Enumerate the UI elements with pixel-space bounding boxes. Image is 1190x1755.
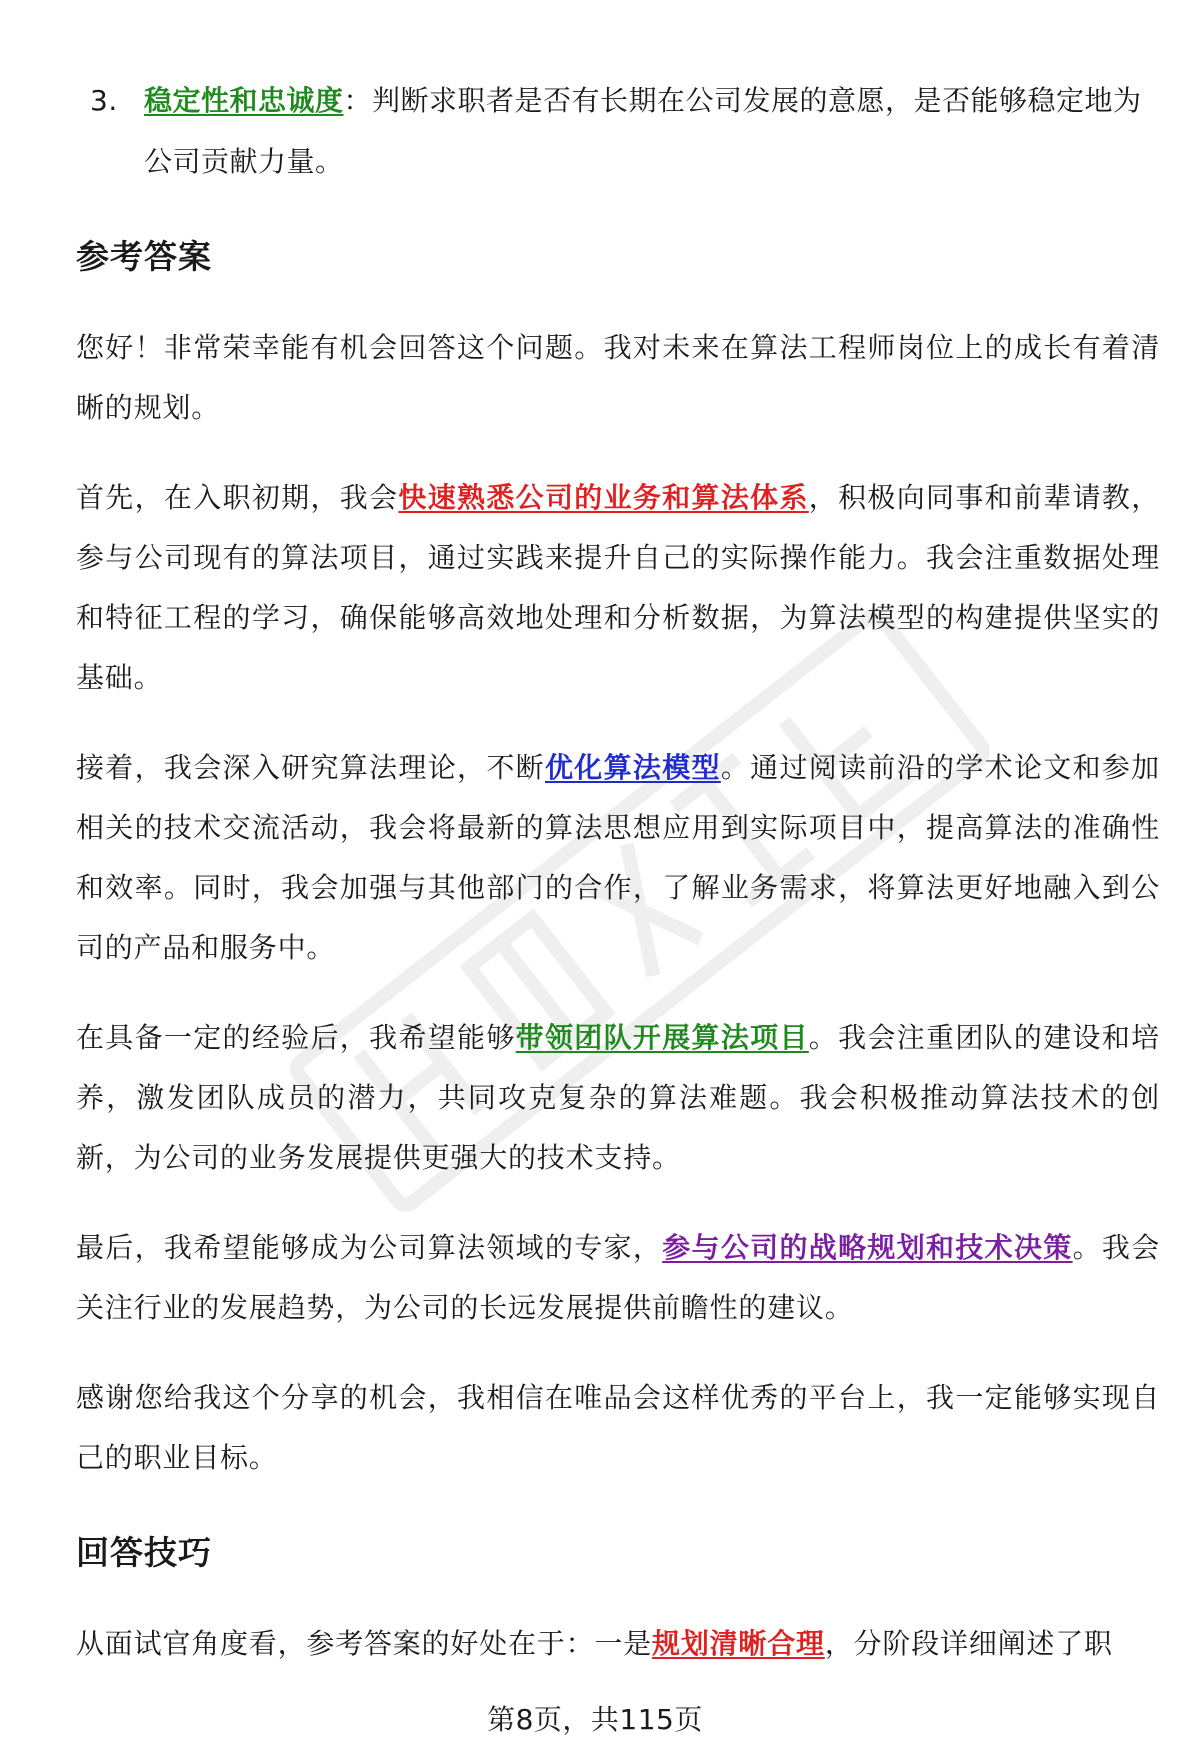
p3-pre: 接着，我会深入研究算法理论，不断 [76,751,545,784]
list-item-3 [76,70,1160,192]
paragraph-third-stage [76,1008,1160,1188]
section-heading-tips: 回答技巧 [76,1533,212,1572]
p5-pre: 最后，我希望能够成为公司算法领域的专家， [76,1231,663,1264]
list-term-highlight: 稳定性和忠诚度 [144,84,344,117]
p2-post: ，积极向同事和前辈请教，参与公司现有的算法项目，通过实践来提升自己的实际操作能力。我会注重数据处理和特征工程的学习，确保能够高效地处理和分析数据，为算法模型的构建提供坚实的基础。 [76,481,1160,694]
list-number: 3. [90,84,118,117]
list-body [144,70,1160,192]
section-heading-answer: 参考答案 [76,237,212,276]
paragraph-tips [76,1614,1160,1674]
p5-post: 。我会关注行业的发展趋势，为公司的长远发展提供前瞻性的建议。 [76,1231,1160,1324]
p3-post: 。通过阅读前沿的学术论文和参加相关的技术交流活动，我会将最新的算法思想应用到实际项目中，提高算法的准确性和效率。同时，我会加强与其他部门的合作，了解业务需求，将算法更好地融入到公司的产品和服务中。 [76,751,1160,964]
paragraph-greeting: 您好！非常荣幸能有机会回答这个问题。我对未来在算法工程师岗位上的成长有着清晰的规划。 [76,331,1160,424]
paragraph-second-stage [76,738,1160,978]
paragraph-thanks: 感谢您给我这个分享的机会，我相信在唯品会这样优秀的平台上，我一定能够实现自己的职业目标。 [76,1381,1160,1474]
tips-post: ，分阶段详细阐述了职 [824,1627,1113,1660]
tips-pre: 从面试官角度看，参考答案的好处在于：一是 [76,1627,653,1660]
paragraph-first-stage [76,468,1160,708]
document-page [76,70,1160,1704]
p3-highlight: 优化算法模型 [544,751,721,784]
p2-highlight: 快速熟悉公司的业务和算法体系 [398,481,809,514]
p4-highlight: 带领团队开展算法项目 [515,1021,809,1054]
tips-highlight: 规划清晰合理 [652,1627,825,1660]
p5-highlight: 参与公司的战略规划和技术决策 [662,1231,1073,1264]
p2-pre: 首先，在入职初期，我会 [76,481,399,514]
p4-pre: 在具备一定的经验后，我希望能够 [76,1021,516,1054]
p4-post: 。我会注重团队的建设和培养，激发团队成员的潜力，共同攻克复杂的算法难题。我会积极推动算法技术的创新，为公司的业务发展提供更强大的技术支持。 [76,1021,1160,1174]
page-number-footer: 第8页，共115页 [487,1703,703,1736]
list-rest-text: ：判断求职者是否有长期在公司发展的意愿，是否能够稳定地为公司贡献力量。 [144,84,1142,178]
paragraph-final-stage [76,1218,1160,1338]
